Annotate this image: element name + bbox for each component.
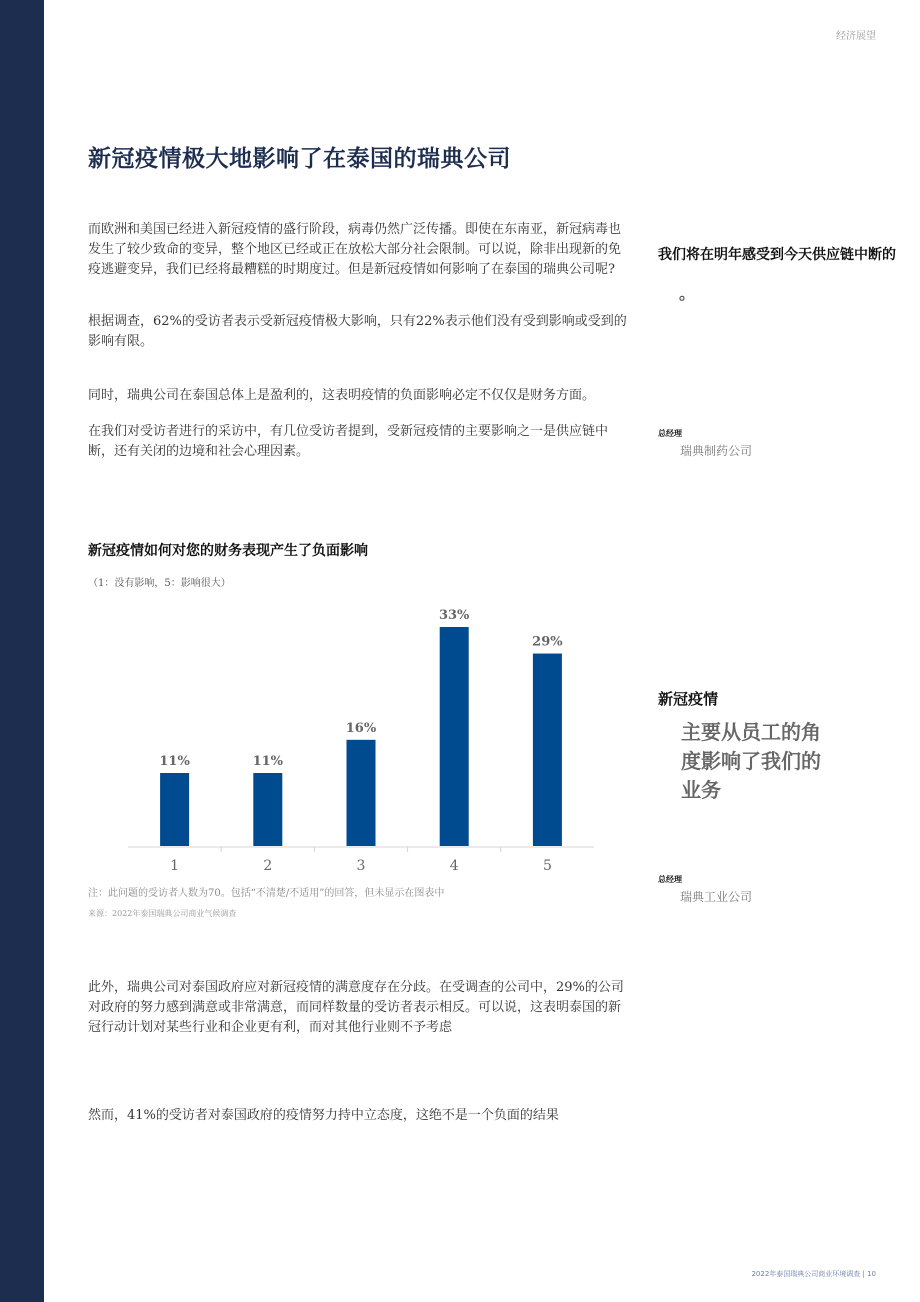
page-title: 新冠疫情极大地影响了在泰国的瑞典公司 [88,146,511,172]
paragraph-survey: 根据调查，62%的受访者表示受新冠疫情极大影响，只有22%表示他们没有受到影响或受到的影响有限。 [88,314,627,349]
chart-title: 新冠疫情如何对您的财务表现产生了负面影响 [88,543,368,559]
chart-note: 注：此问题的受访者人数为70。包括“不清楚/不适用”的回答，但未显示在图表中 [88,888,445,899]
x-tick-label-3: 3 [356,858,366,874]
pull-quote-covid-heading: 新冠疫情 [658,690,719,708]
bar-5 [533,654,562,846]
chart-subtitle: （1：没有影响，5：影响很大） [88,578,231,589]
paragraph-interview: 在我们对受访者进行的采访中，有几位受访者提到，受新冠疫情的主要影响之一是供应链中断，还有关闭的边境和社会心理因素。 [88,424,609,459]
bar-4 [440,627,469,846]
bar-3 [347,740,376,846]
pull-quote-supply-chain: 我们将在明年感受到今天供应链中断的 [658,247,896,263]
paragraph-intro: 而欧洲和美国已经进入新冠疫情的盛行阶段，病毒仍然广泛传播。即使在东南亚，新冠病毒也发生了较少致命的变异，整个地区已经或正在放松大部分社会限制。可以说，除非出现新的免疫逃避变异，我们已经将最糟糕的时期度过。但是新冠疫情如何影响了在泰国的瑞典公司呢? [88,222,622,277]
section-label: 经济展望 [836,31,876,42]
pull-quote-supply-chain-end: 。 [679,284,696,303]
bar-value-label-5: 29% [532,634,563,650]
quote-2-role: 总经理 [658,875,682,884]
quote-1-company: 瑞典制药公司 [680,444,753,458]
quote-2-company: 瑞典工业公司 [680,890,753,904]
paragraph-profit: 同时，瑞典公司在泰国总体上是盈利的，这表明疫情的负面影响必定不仅仅是财务方面。 [88,388,596,403]
quote-1-role: 总经理 [658,429,682,438]
bar-value-label-1: 11% [159,754,190,769]
bar-1 [160,773,189,846]
chart-ticks [170,847,552,874]
chart-source: 来源：2022年泰国瑞典公司商业气候调查 [88,909,237,918]
x-tick-label-2: 2 [263,858,273,874]
chart-bars [159,608,563,846]
x-tick-label-5: 5 [542,858,552,874]
sidebar-band [0,0,44,1302]
bar-chart [88,600,608,880]
bar-value-label-3: 16% [345,720,377,736]
bar-2 [253,773,282,846]
x-tick-label-1: 1 [170,858,180,874]
bar-value-label-2: 11% [252,754,284,769]
bar-value-label-4: 33% [438,608,470,623]
paragraph-neutral: 然而，41%的受访者对泰国政府的疫情努力持中立态度，这绝不是一个负面的结果 [88,1108,559,1123]
page-footer: 2022年泰国瑞典公司商业环境调查 | 10 [751,1270,876,1278]
pull-quote-covid-body: 主要从员工的角度影响了我们的业务 [681,720,821,802]
x-tick-label-4: 4 [449,858,459,874]
paragraph-satisfaction: 此外，瑞典公司对泰国政府应对新冠疫情的满意度存在分歧。在受调查的公司中，29%的公司对政府的努力感到满意或非常满意，而同样数量的受访者表示相反。可以说，这表明泰国的新冠行动计划对某些行业和企业更有利，而对其他行业则不予考虑 [88,980,624,1035]
